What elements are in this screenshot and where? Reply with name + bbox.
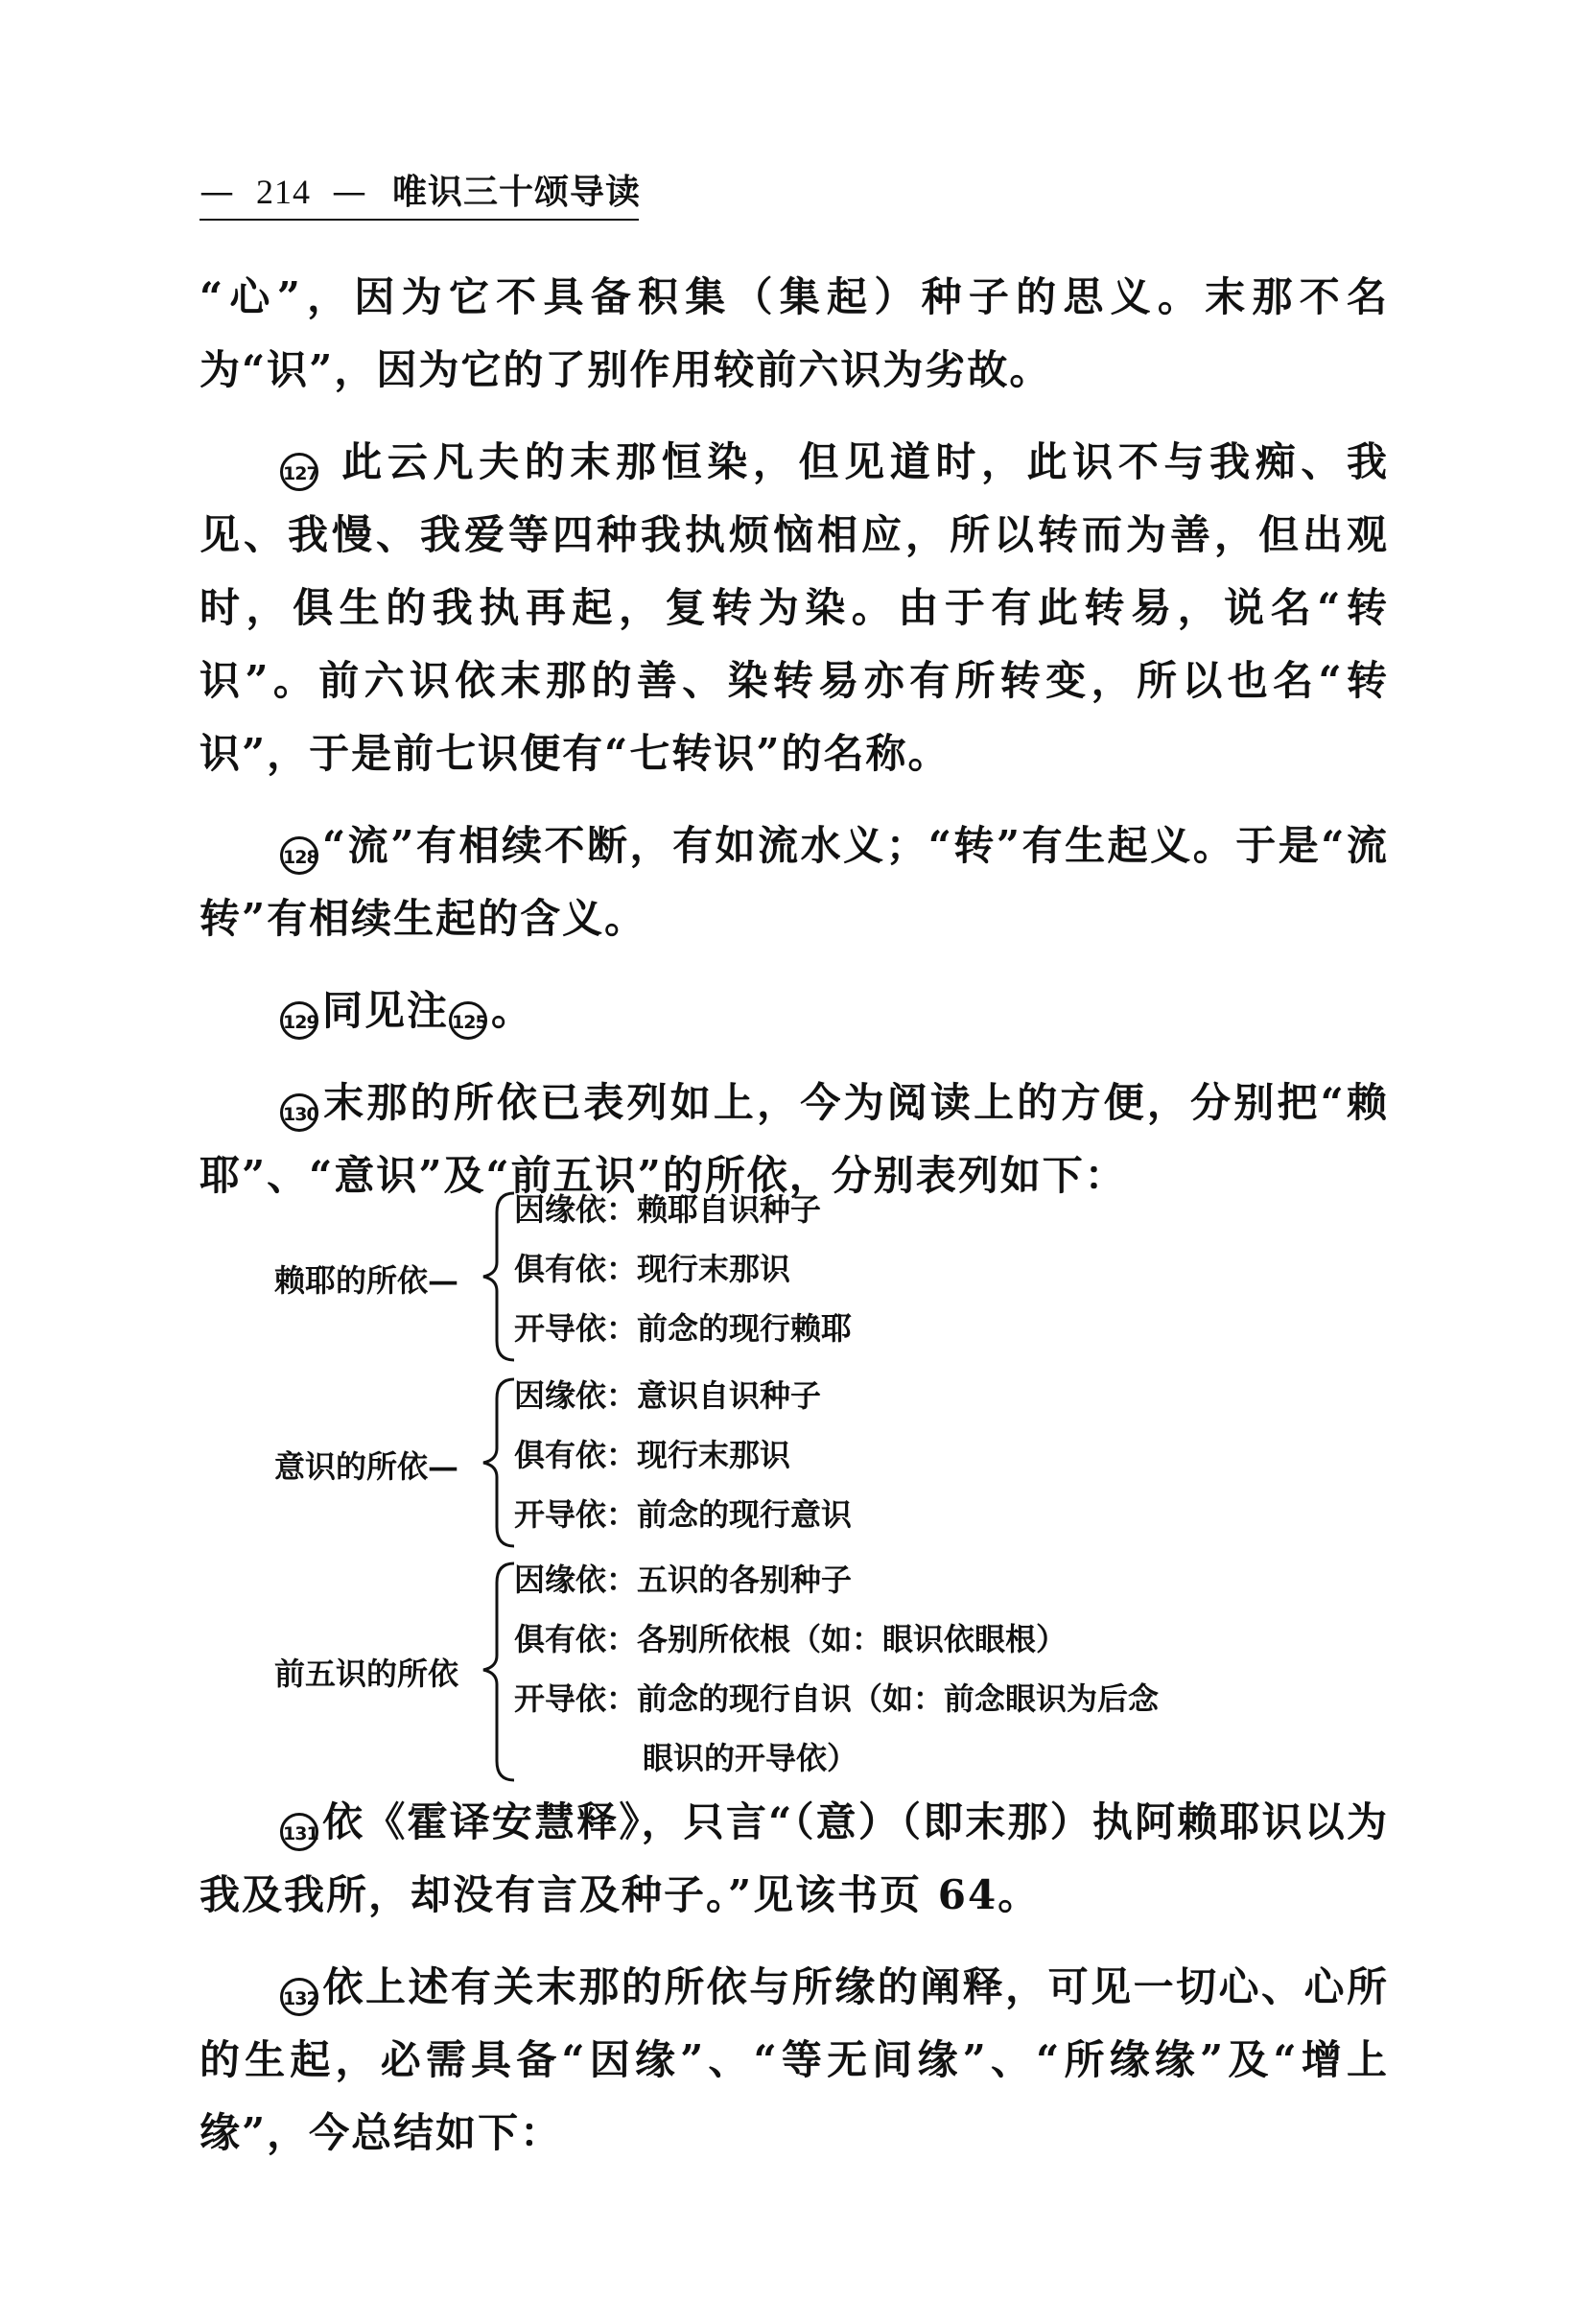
- diagram-item: 开导依：前念的现行赖耶: [514, 1310, 853, 1347]
- note-number-badge: 131: [280, 1813, 318, 1851]
- header-rule: [200, 219, 639, 221]
- paragraph: [200, 261, 1389, 407]
- note-number-badge: 130: [280, 1093, 318, 1132]
- paragraph-text: “心”，因为它不具备积集（集起）种子的思义。末那不名为“识”，因为它的了别作用较前六识为劣故。: [200, 273, 1389, 393]
- paragraph-text: “流”有相续不断，有如流水义；“转”有生起义。于是“流转”有相续生起的含义。: [200, 822, 1389, 942]
- note-paragraph: [200, 974, 1389, 1047]
- diagram-item: 开导依：前念的现行自识（如：前念眼识为后念: [514, 1680, 1160, 1717]
- diagram-item: 因缘依：五识的各别种子: [514, 1561, 853, 1598]
- header-dash-left: —: [200, 173, 235, 212]
- paragraph-text: 末那的所依已表列如上，今为阅读上的方便，分别把“赖耶”、“意识”及“前五识”的所依，分别表列如下：: [200, 1079, 1389, 1199]
- diagram-item: 俱有依：现行末那识: [514, 1251, 791, 1287]
- diagram-item: 开导依：前念的现行意识: [514, 1496, 853, 1533]
- book-title: 唯识三十颂导读: [392, 173, 642, 212]
- diagram-group-five-consciousnesses: [200, 1556, 1389, 1786]
- diagram-group-label: 意识的所依—: [274, 1448, 459, 1485]
- paragraph-text: 依上述有关末那的所依与所缘的阐释，可见一切心、心所的生起，必需具备“因缘”、“等无间缘”、“所缘缘”及“增上缘”，今总结如下：: [200, 1963, 1389, 2156]
- note-reference-badge: 125: [449, 1001, 487, 1040]
- diagram-group-label: 前五识的所依: [274, 1655, 459, 1692]
- body-text-bottom: [200, 1786, 1389, 2170]
- paragraph-text: 同见注: [322, 987, 450, 1034]
- paragraph-text: 依《霍译安慧释》，只言“（意）（即末那）执阿赖耶识以为我及我所，却没有言及种子。”见该书页 64。: [200, 1798, 1389, 1918]
- note-number-badge: 128: [280, 836, 318, 875]
- note-number-badge: 127: [280, 453, 318, 491]
- diagram-item-continuation: 眼识的开导依）: [643, 1740, 858, 1776]
- diagram-group-manovijnana: [200, 1372, 1389, 1554]
- note-number-badge: 129: [280, 1001, 318, 1040]
- note-paragraph: [200, 1951, 1389, 2170]
- diagram-group-label: 赖耶的所依—: [274, 1262, 459, 1299]
- body-text-top: [200, 261, 1389, 1212]
- diagram-item: 俱有依：各别所依根（如：眼识依眼根）: [514, 1621, 1068, 1657]
- note-number-badge: 132: [280, 1978, 318, 2016]
- diagram-item: 俱有依：现行末那识: [514, 1437, 791, 1473]
- diagram-group-alaya: [200, 1186, 1389, 1368]
- header-dash-right: —: [332, 173, 367, 212]
- page-number: 214: [256, 173, 311, 211]
- diagram-item: 因缘依：意识自识种子: [514, 1377, 822, 1414]
- diagram-item: 因缘依：赖耶自识种子: [514, 1191, 822, 1228]
- note-paragraph: [200, 810, 1389, 955]
- paragraph-text: 此云凡夫的末那恒染，但见道时，此识不与我痴、我见、我慢、我爱等四种我执烦恼相应，所以转而为善，但出观时，俱生的我执再起，复转为染。由于有此转易，说名“转识”。前六识依末那的善、染转易亦有所转变，所以也名“转识”，于是前七识便有“七转识”的名称。: [200, 438, 1389, 777]
- running-header: [200, 165, 641, 214]
- paragraph-text-after: 。: [491, 987, 534, 1034]
- note-paragraph: [200, 426, 1389, 790]
- note-paragraph: [200, 1786, 1389, 1932]
